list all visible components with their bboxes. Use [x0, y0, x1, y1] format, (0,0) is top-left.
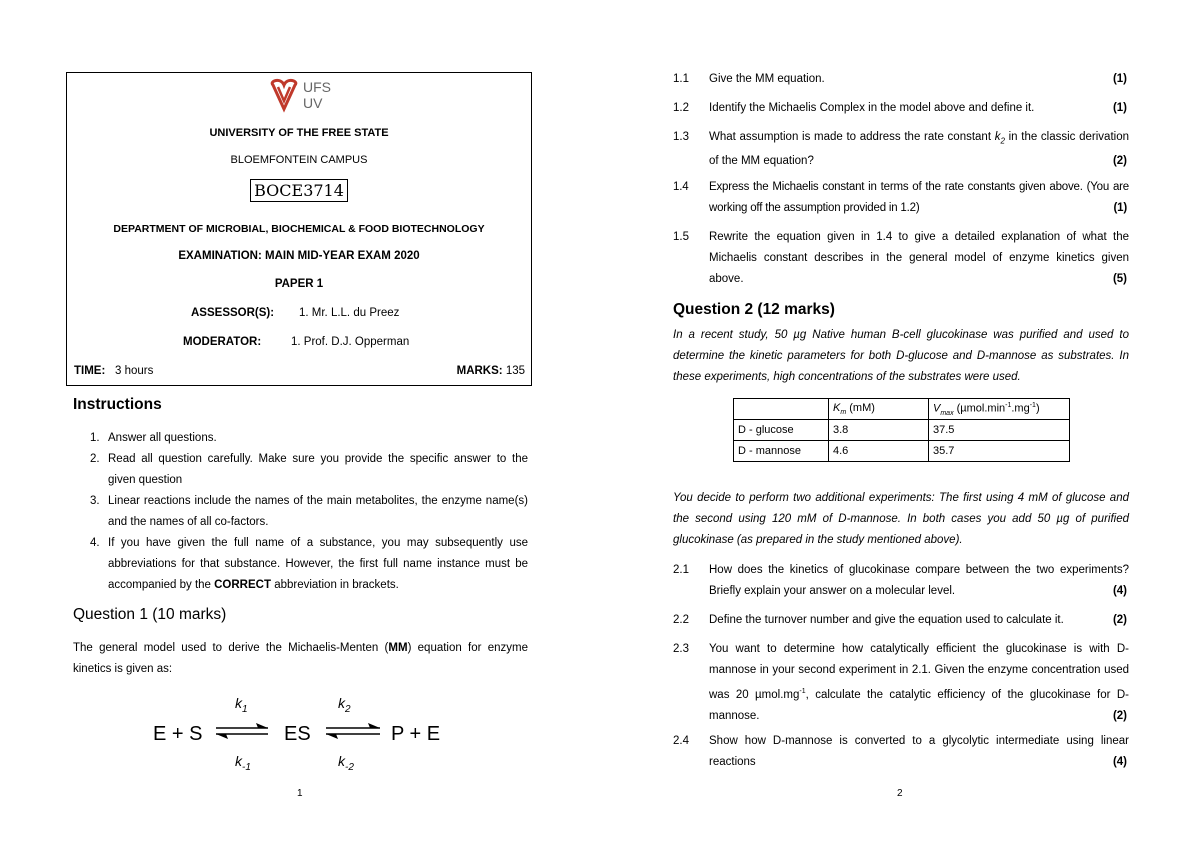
- question-marks: (1): [1113, 202, 1127, 214]
- question-text: Give the MM equation.: [709, 73, 825, 85]
- assessor-value: 1. Mr. L.L. du Preez: [299, 307, 400, 319]
- time-label: TIME:: [74, 365, 106, 377]
- question-2-followup: You decide to perform two additional experiments: The first using 4 mM of glucose and the second using 120 mM of D-mannose. In both cases you add 50 µg of purified glucokinase (as prepared in the study mentioned above).: [673, 492, 1129, 546]
- question-text: [709, 127, 1129, 172]
- instructions-list: [90, 428, 528, 596]
- question-item-1-1: [673, 69, 1129, 90]
- vmax-unit: ): [1035, 402, 1040, 415]
- question-text-part: , calculate the catalytic efficiency of the glucokinase for D-mannose.: [709, 688, 1129, 722]
- table-header-row: [734, 399, 1070, 420]
- instruction-item: [90, 428, 528, 449]
- campus-name: BLOEMFONTEIN CAMPUS: [230, 154, 368, 166]
- marks-value: 135: [505, 365, 525, 377]
- page-number-2: 2: [897, 788, 903, 799]
- question-marks: (4): [1112, 585, 1127, 597]
- km-symbol: K: [833, 401, 841, 414]
- vmax-symbol: V: [933, 402, 941, 415]
- question-number: 2.1: [673, 564, 689, 576]
- rate-constant-symbol: k: [994, 131, 1001, 143]
- vmax-unit: (µmol.min: [953, 402, 1006, 415]
- question-item-1-3: [673, 127, 1129, 172]
- question-marks: (1): [1112, 73, 1127, 85]
- rate-constant-subscript: 2: [1000, 136, 1005, 146]
- instruction-text: Linear reactions include the names of the main metabolites, the enzyme name(s) and the names of all co-factors.: [108, 495, 528, 528]
- question-marks: (2): [1112, 155, 1127, 168]
- course-code: BOCE3714: [250, 179, 348, 202]
- instruction-text: Read all question carefully. Make sure you provide the specific answer to the given question: [108, 453, 528, 486]
- rate-constant-k2: $k_2$: [338, 695, 351, 715]
- question-text: How does the kinetics of glucokinase compare between the two experiments? Briefly explain your answer on a molecular level.: [709, 564, 1129, 597]
- km-subscript: m: [840, 409, 847, 417]
- table-row: [734, 420, 1070, 441]
- table-header-empty: [734, 399, 829, 420]
- instruction-item: [90, 533, 528, 596]
- table-header-km: [829, 399, 929, 420]
- equilibrium-arrow-1: [216, 723, 268, 739]
- question-number: 2.2: [673, 614, 689, 626]
- question-marks: (1): [1112, 102, 1127, 114]
- department-name: DEPARTMENT OF MICROBIAL, BIOCHEMICAL & FOOD BIOTECHNOLOGY: [113, 223, 485, 235]
- table-row: [734, 441, 1070, 462]
- question-text-part: You want to determine how catalytically efficient the glucokinase is with D-mannose in your second experiment in 2.1. Given the enzyme concentration used was 20 µmol.mg: [709, 643, 1129, 701]
- scheme-reactants: E + S: [153, 723, 203, 745]
- instruction-text: abbreviation in brackets.: [271, 579, 399, 591]
- table-cell-vmax: 37.5: [929, 420, 1070, 441]
- time-value: 3 hours: [115, 365, 154, 377]
- question-2-heading: Question 2 (12 marks): [673, 301, 835, 318]
- vmax-subscript: max: [940, 409, 954, 417]
- moderator-value: 1. Prof. D.J. Opperman: [291, 336, 410, 348]
- table-header-vmax: [929, 399, 1070, 420]
- instruction-number: 1.: [90, 432, 100, 444]
- vmax-unit: .mg: [1011, 402, 1030, 415]
- question-item-1-4: [673, 177, 1129, 219]
- instruction-number: 2.: [90, 453, 100, 465]
- question-text: [709, 639, 1129, 727]
- question-item-1-2: [673, 98, 1129, 119]
- km-unit: (mM): [846, 401, 875, 414]
- question-number: 2.4: [673, 735, 689, 747]
- marks-label: MARKS:: [456, 365, 503, 377]
- table-cell-vmax: 35.7: [929, 441, 1070, 462]
- logo-text-top: UFS: [303, 79, 331, 95]
- question-text: Rewrite the equation given in 1.4 to give a detailed explanation of what the Michaelis constant describes in the general model of enzyme kinetics given above.: [709, 231, 1129, 285]
- rate-constant-k1: $k_1$: [235, 695, 248, 715]
- table-cell-substrate: D - mannose: [734, 441, 829, 462]
- instruction-text: Answer all questions.: [108, 432, 217, 444]
- michaelis-menten-scheme: [150, 690, 460, 780]
- unit-exponent: -1: [799, 688, 806, 695]
- paper-number: PAPER 1: [274, 278, 324, 290]
- question-marks: (2): [1112, 709, 1127, 722]
- marks-total: [457, 365, 525, 377]
- instructions-heading: Instructions: [73, 396, 162, 413]
- question-item-1-5: [673, 227, 1129, 290]
- table-cell-substrate: D - glucose: [734, 420, 829, 441]
- moderator-label: MODERATOR:: [183, 336, 262, 348]
- question-marks: (5): [1112, 273, 1127, 285]
- question-1-heading: Question 1 (10 marks): [73, 606, 227, 623]
- question-number: 1.1: [673, 73, 689, 85]
- question-number: 1.5: [673, 231, 689, 243]
- vmax-unit-exponent: -1: [1005, 401, 1012, 409]
- question-text-part: in the classic derivation of the MM equation?: [709, 131, 1129, 168]
- question-number: 1.2: [673, 102, 689, 114]
- kinetic-parameters-table: [733, 398, 1070, 462]
- question-text: Express the Michaelis constant in terms of the rate constants given above. (You are working off the assumption provided in 1.2): [709, 181, 1129, 214]
- question-item-2-4: [673, 731, 1129, 773]
- question-marks: (2): [1112, 614, 1127, 626]
- intro-text: ) equation for enzyme kinetics is given as:: [73, 642, 528, 675]
- page-number-1: 1: [297, 788, 303, 799]
- question-text: Identify the Michaelis Complex in the model above and define it.: [709, 102, 1035, 114]
- question-number: 2.3: [673, 643, 689, 655]
- question-item-2-2: [673, 610, 1129, 631]
- question-text: Show how D-mannose is converted to a glycolytic intermediate using linear reactions: [709, 735, 1129, 768]
- scheme-products: P + E: [391, 723, 441, 745]
- table-cell-km: 4.6: [829, 441, 929, 462]
- question-item-2-3: [673, 639, 1129, 727]
- instruction-item: [90, 491, 528, 533]
- instruction-number: 3.: [90, 495, 100, 507]
- question-marks: (4): [1112, 756, 1127, 768]
- instruction-item: [90, 449, 528, 491]
- equilibrium-arrow-2: [326, 723, 380, 739]
- instruction-text: If you have given the full name of a substance, you may subsequently use abbreviations for that substance. However, the first full name instance must be accompanied by the: [108, 537, 528, 591]
- scheme-complex: ES: [284, 723, 311, 745]
- intro-text: The general model used to derive the Michaelis-Menten (: [73, 642, 389, 654]
- assessor-label: ASSESSOR(S):: [191, 307, 275, 319]
- intro-emphasis: MM: [388, 642, 408, 654]
- exam-cover-box: [66, 72, 532, 386]
- table-cell-km: 3.8: [829, 420, 929, 441]
- examination-title: EXAMINATION: MAIN MID-YEAR EXAM 2020: [178, 250, 420, 262]
- logo-text-bottom: UV: [303, 95, 323, 111]
- course-code-wrap: [67, 179, 531, 202]
- rate-constant-k-2: $k_{-2}$: [338, 753, 354, 773]
- ufs-logo: [267, 77, 337, 113]
- question-1-intro: [73, 638, 528, 680]
- question-item-2-1: [673, 560, 1129, 602]
- question-text-part: What assumption is made to address the rate constant: [709, 131, 995, 143]
- instruction-emphasis: CORRECT: [214, 579, 271, 591]
- instruction-number: 4.: [90, 537, 100, 549]
- vmax-unit-exponent: -1: [1029, 401, 1036, 409]
- question-text: Define the turnover number and give the equation used to calculate it.: [709, 614, 1064, 626]
- university-name: UNIVERSITY OF THE FREE STATE: [209, 127, 389, 139]
- page-2: [600, 0, 1200, 849]
- question-number: 1.3: [673, 131, 689, 143]
- rate-constant-k-1: $k_{-1}$: [235, 753, 251, 773]
- question-number: 1.4: [673, 181, 689, 193]
- question-2-intro: In a recent study, 50 µg Native human B-cell glucokinase was purified and used to determine the kinetic parameters for both D-glucose and D-mannose as substrates. In these experiments, high concentrations of the substrates were used.: [673, 329, 1129, 383]
